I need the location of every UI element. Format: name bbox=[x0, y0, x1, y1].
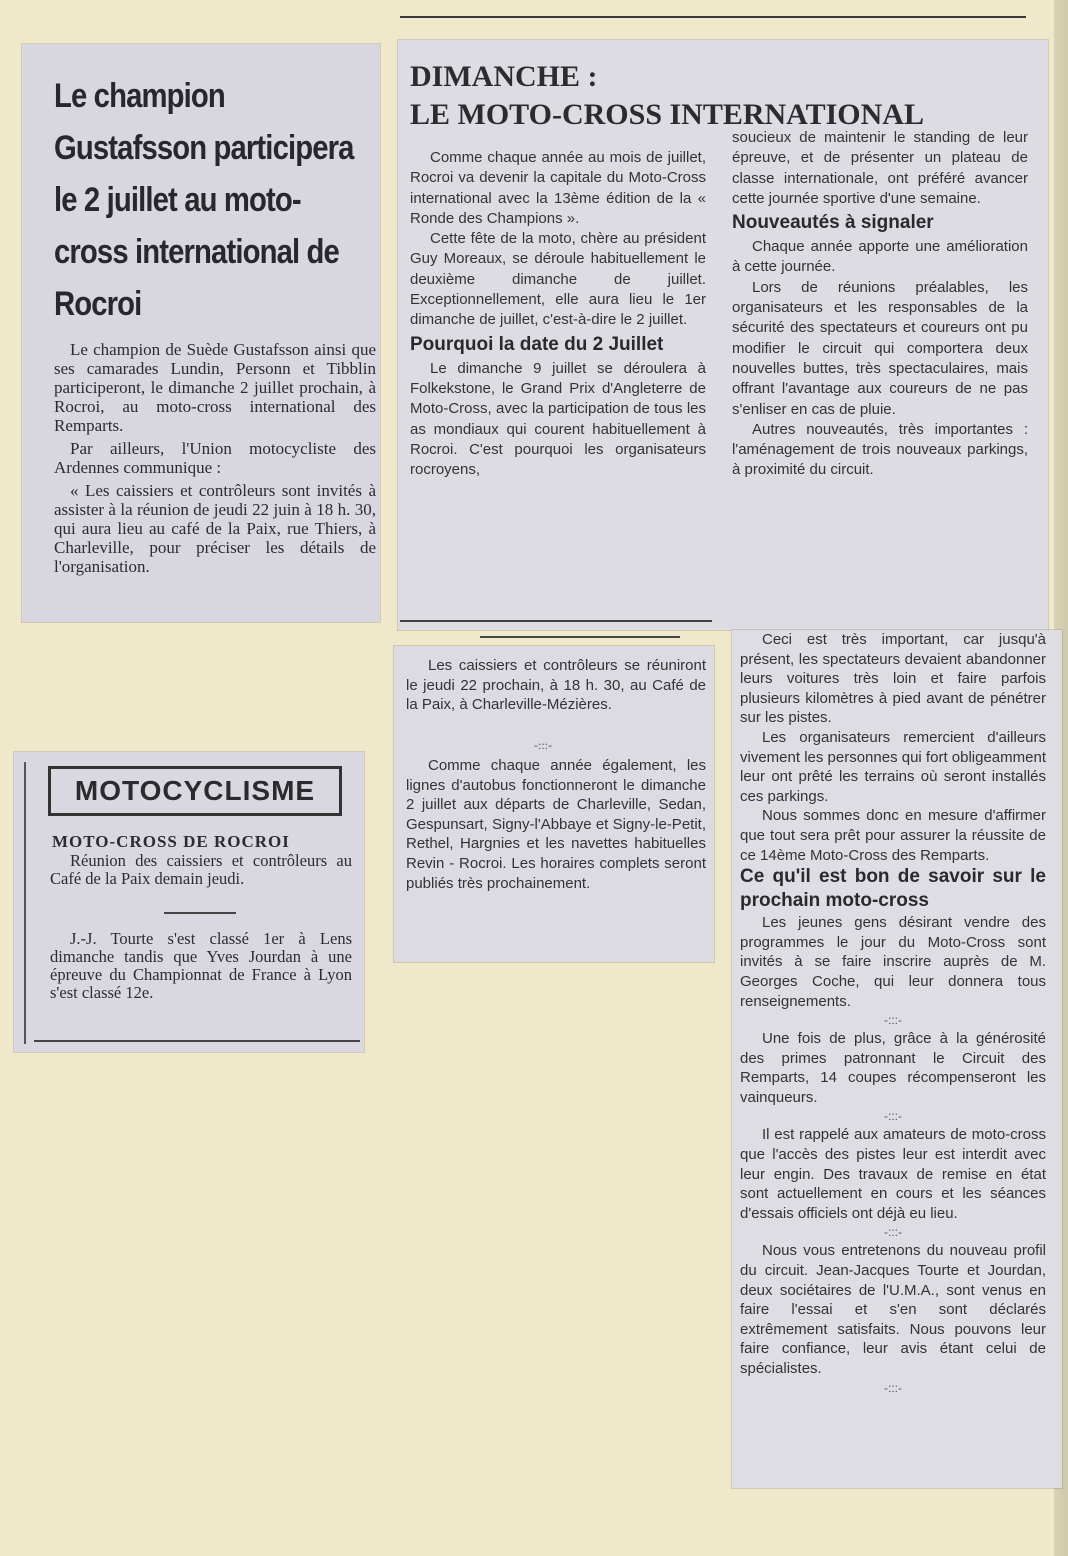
paragraph: Chaque année apporte une amélioration à cette journée. bbox=[732, 238, 1028, 276]
divider-line bbox=[480, 636, 680, 638]
headline-line-2: LE MOTO-CROSS INTERNATIONAL bbox=[410, 98, 924, 131]
headline-dimanche bbox=[410, 58, 924, 134]
paragraph: « Les caissiers et contrôleurs sont invités à assister à la réunion de jeudi 22 juin à 18 h. 30, qui aura lieu au café de la Paix, rue Thiers, à Charleville, pour préciser les détails de l'organisation. bbox=[54, 481, 376, 576]
paragraph: Le dimanche 9 juillet se déroulera à Folkekstone, le Grand Prix d'Angleterre de Moto-Cross, avec la participation de tous les as mondiaux qui courent habituellement à Rocroi. C'est pourquoi les organisateurs rocroyens, bbox=[410, 359, 706, 479]
paragraph: Réunion des caissiers et contrôleurs au Café de la Paix demain jeudi. bbox=[50, 851, 352, 888]
article-gustafsson-body bbox=[54, 340, 376, 580]
paragraph: Nous sommes donc en mesure d'affirmer que tout sera prêt pour assurer la réussite de ce 14ème Moto-Cross des Remparts. bbox=[740, 807, 1046, 864]
paragraph: Nous vous entretenons du nouveau profil du circuit. Jean-Jacques Tourte et Jourdan, deux sociétaires de l'U.M.A., sont venus en faire l'essai et s'en sont déclarés extrêmement satisfaits. Nous pouvons leur faire confiance, leur avis étant celui de spécialistes. bbox=[740, 1242, 1046, 1377]
column-left bbox=[410, 148, 706, 480]
separator: -:::- bbox=[884, 1013, 902, 1028]
paragraph: soucieux de maintenir le standing de leur épreuve, et de présenter un plateau de classe internationale, ont préféré avancer cette journée sportive d'une semaine. bbox=[732, 129, 1028, 207]
clipping-caissiers-autobus bbox=[394, 646, 714, 962]
separator: -:::- bbox=[884, 1225, 902, 1240]
headline-line-1: DIMANCHE : bbox=[410, 60, 598, 93]
paragraph: Les organisateurs remercient d'ailleurs vivement les personnes qui fort obligeamment leur ont prêté les terrains où seront installés ces parkings. bbox=[740, 728, 1046, 805]
border-line bbox=[24, 762, 26, 1044]
paragraph: Il est rappelé aux amateurs de moto-cross que l'accès des pistes leur est interdit avec leur engin. Des travaux de remise en état sont actuellement en cours et les séances d'essais officiels ont déjà eu lieu. bbox=[740, 1126, 1046, 1222]
paragraph: Une fois de plus, grâce à la générosité des primes patronnant le Circuit des Remparts, 14 coupes récompenseront les vainqueurs. bbox=[740, 1030, 1046, 1106]
subheading-bon-de-savoir: Ce qu'il est bon de savoir sur le prochain moto-cross bbox=[740, 866, 1046, 912]
paragraph: Comme chaque année également, les lignes d'autobus fonctionneront le dimanche 2 juillet aux départs de Charleville, Sedan, Gespunsart, Signy-l'Abbaye et Signy-le-Petit, Rethel, Hargnies et les navettes habituelles Revin - Rocroi. Les horaires complets seront publiés très prochainement. bbox=[406, 757, 706, 892]
subheading-nouveautes: Nouveautés à signaler bbox=[732, 212, 934, 234]
subtitle-moto-cross-rocroi: MOTO-CROSS DE ROCROI bbox=[52, 832, 290, 851]
paragraph bbox=[406, 656, 706, 715]
separator: -:::- bbox=[884, 1109, 902, 1124]
paragraph: Par ailleurs, l'Union motocycliste des Ardennes communique : bbox=[54, 439, 376, 477]
headline-gustafsson: Le champion Gustafsson participera le 2 juillet au moto-cross international de Rocroi bbox=[54, 77, 354, 323]
divider-line bbox=[400, 620, 712, 622]
paragraph: Comme chaque année au mois de juillet, Rocroi va devenir la capitale du Moto-Cross international avec la 13ème édition de la « Ronde des Champions ». bbox=[410, 149, 706, 227]
separator: -:::- bbox=[534, 738, 552, 752]
divider-line bbox=[164, 912, 236, 914]
paragraph: Lors de réunions préalables, les organisateurs et les responsables de la sécurité des spectateurs et coureurs ont pu modifier le circuit qui comportera deux nouvelles buttes, très spectaculaires, mais offrant l'avantage aux coureurs de ne pas s'enliser en cas de pluie. bbox=[732, 278, 1028, 418]
column-continued bbox=[740, 630, 1046, 1397]
divider-line bbox=[34, 1040, 360, 1042]
separator: -:::- bbox=[884, 1380, 902, 1395]
clipping-bon-de-savoir bbox=[732, 630, 1062, 1488]
paragraph: Cette fête de la moto, chère au président Guy Moreaux, se déroule habituellement le deuxième dimanche de juillet. Exceptionnellement, elle aura lieu le 1er dimanche de juillet, c'est-à-dire le 2 juillet. bbox=[410, 230, 706, 329]
clipping-gustafsson bbox=[22, 44, 380, 622]
subheading-pourquoi: Pourquoi la date du 2 Juillet bbox=[410, 333, 664, 355]
paragraph: Les jeunes gens désirant vendre des programmes le jour du Moto-Cross sont invités à se faire inscrire auprès de M. Georges Coche, qui leur donnera tous renseignements. bbox=[740, 914, 1046, 1010]
top-rule bbox=[400, 16, 1026, 18]
paragraph: Ceci est très important, car jusqu'à présent, les spectateurs devaient abandonner leurs voitures très loin et faire parfois plusieurs kilomètres à pied avant de pénétrer sur les pistes. bbox=[740, 631, 1046, 727]
paragraph bbox=[406, 756, 706, 893]
paragraph: Le champion de Suède Gustafsson ainsi que ses camarades Lundin, Personn et Tibblin participeront, le dimanche 2 juillet prochain, à Rocroi, au moto-cross international des Remparts. bbox=[54, 340, 376, 435]
clipping-dimanche-moto-cross bbox=[398, 40, 1048, 630]
paragraph: Les caissiers et contrôleurs se réuniront le jeudi 22 prochain, à 18 h. 30, au Café de la Paix, à Charleville-Mézières. bbox=[406, 657, 706, 714]
section-title-box: MOTOCYCLISME bbox=[48, 766, 342, 816]
column-right bbox=[732, 128, 1028, 481]
paragraph: J.-J. Tourte s'est classé 1er à Lens dimanche tandis que Yves Jourdan à une épreuve du Championnat de France à Lyon s'est classé 12e. bbox=[50, 929, 352, 1002]
clipping-motocyclisme bbox=[14, 752, 364, 1052]
paragraph: Autres nouveautés, très importantes : l'aménagement de trois nouveaux parkings, à proximité du circuit. bbox=[732, 420, 1028, 479]
